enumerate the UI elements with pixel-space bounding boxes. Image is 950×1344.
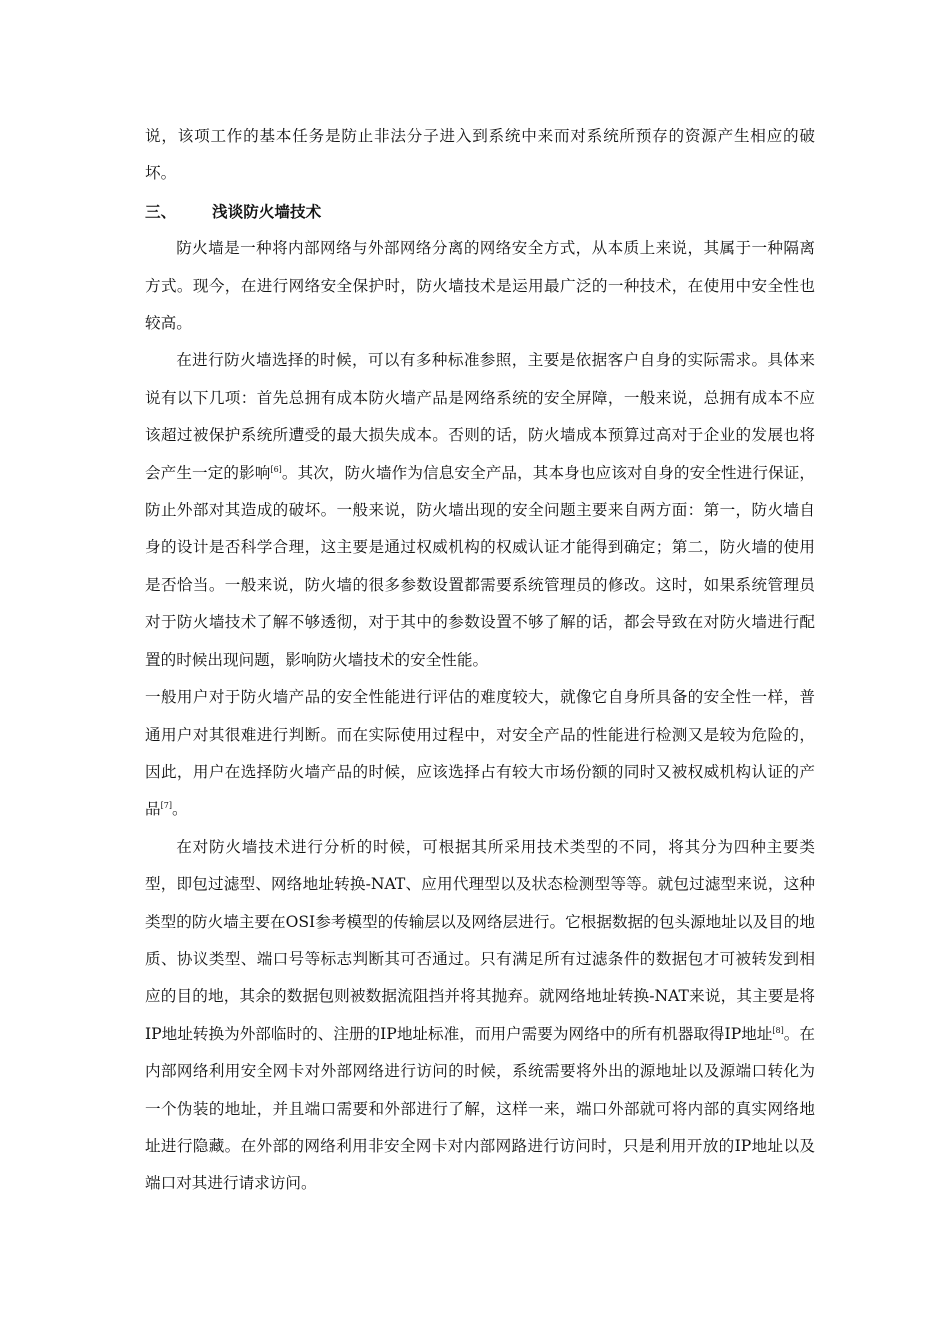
paragraph-text: 一般用户对于防火墙产品的安全性能进行评估的难度较大，就像它自身所具备的安全性一样，普通用户对其很难进行判断。而在实际使用过程中，对安全产品的性能进行检测又是较为危险的，因此，用户在选择防火墙产品的时候，应该选择占有较大市场份额的同时又被权威机构认证的产品 xyxy=(145,688,815,819)
paragraph-security-evaluation xyxy=(145,679,815,829)
paragraph-firewall-types xyxy=(145,829,815,1203)
citation-ref: [7] xyxy=(160,801,172,811)
paragraph-firewall-selection xyxy=(145,342,815,679)
paragraph-firewall-definition: 防火墙是一种将内部网络与外部网络分离的网络安全方式，从本质上来说，其属于一种隔离方式。现今，在进行网络安全保护时，防火墙技术是运用最广泛的一种技术，在使用中安全性也较高。 xyxy=(145,239,815,333)
document-page xyxy=(145,118,815,1203)
section-heading xyxy=(145,193,815,230)
paragraph-text: 。其次，防火墙作为信息安全产品，其本身也应该对自身的安全性进行保证，防止外部对其造成的破坏。一般来说，防火墙出现的安全问题主要来自两方面：第一，防火墙自身的设计是否科学合理，这主要是通过权威机构的权威认证才能得到确定；第二，防火墙的使用是否恰当。一般来说，防火墙的很多参数设置都需要系统管理员的修改。这时，如果系统管理员对于防火墙技术了解不够透彻，对于其中的参数设置不够了解的话，都会导致在对防火墙进行配置的时候出现问题，影响防火墙技术的安全性能。 xyxy=(145,463,815,669)
paragraph-text: 在对防火墙技术进行分析的时候，可根据其所采用技术类型的不同，将其分为四种主要类型，即包过滤型、网络地址转换-NAT、应用代理型以及状态检测型等等。就包过滤型来说，这种类型的防火墙主要在OSI参考模型的传输层以及网络层进行。它根据数据的包头源地址以及目的地质、协议类型、端口号等标志判断其可否通过。只有满足所有过滤条件的数据包才可被转发到相应的目的地，其余的数据包则被数据流阻挡并将其抛弃。就网络地址转换-NAT来说，其主要是将IP地址转换为外部临时的、注册的IP地址标准，而用户需要为网络中的所有机器取得IP地址 xyxy=(145,837,815,1043)
intro-paragraph: 说，该项工作的基本任务是防止非法分子进入到系统中来而对系统所预存的资源产生相应的破坏。 xyxy=(145,127,815,183)
paragraph-text: 在进行防火墙选择的时候，可以有多种标准参照，主要是依据客户自身的实际需求。具体来说有以下几项：首先总拥有成本防火墙产品是网络系统的安全屏障，一般来说，总拥有成本不应该超过被保护系统所遭受的最大损失成本。否则的话，防火墙成本预算过高对于企业的发展也将会产生一定的影响 xyxy=(145,351,815,482)
paragraph-text: 。在内部网络利用安全网卡对外部网络进行访问的时候，系统需要将外出的源地址以及源端口转化为一个伪装的地址，并且端口需要和外部进行了解，这样一来，端口外部就可将内部的真实网络地址进行隐藏。在外部的网络利用非安全网卡对内部网路进行访问时，只是利用开放的IP地址以及端口对其进行请求访问。 xyxy=(145,1024,815,1193)
paragraph-text: 。 xyxy=(171,800,188,819)
citation-ref: [6] xyxy=(270,464,282,474)
section-title: 浅谈防火墙技术 xyxy=(212,201,322,221)
citation-ref: [8] xyxy=(772,1025,784,1035)
section-number: 三、 xyxy=(145,201,177,221)
